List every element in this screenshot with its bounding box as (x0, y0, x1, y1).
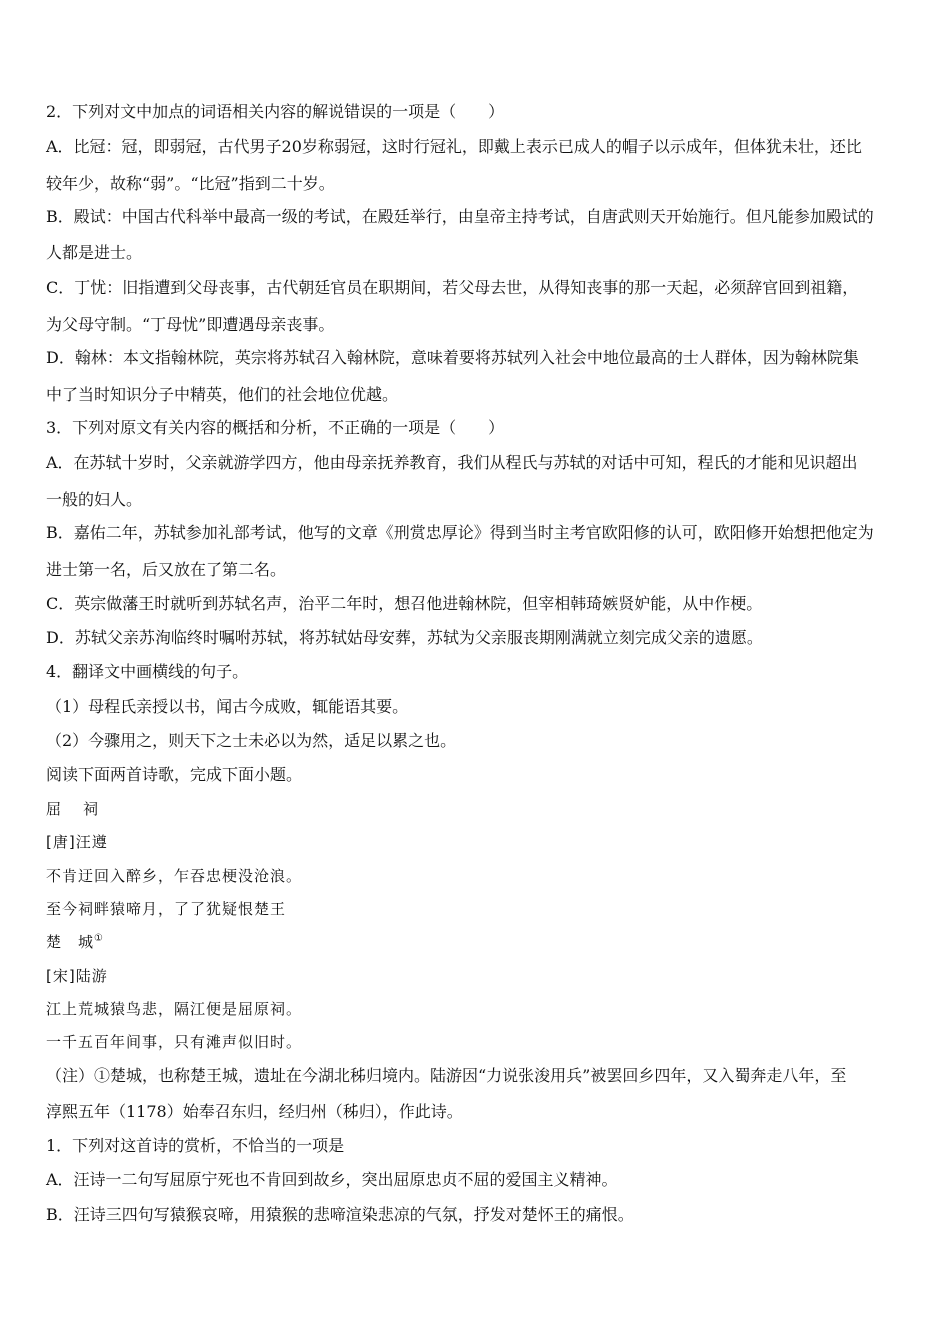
option-a-line-2: 一般的妇人。 (46, 490, 143, 509)
poem-2-title (46, 932, 104, 952)
option-a-line-1: A．在苏轼十岁时，父亲就游学四方，他由母亲抚养教育，我们从程氏与苏轼的对话中可知，程氏的才能和见识超出 (46, 453, 858, 472)
footnote-line-1: （注）①楚城，也称楚王城，遗址在今湖北秭归境内。陆游因“力说张浚用兵”被罢回乡四年，又入蜀奔走八年，至 (46, 1066, 847, 1085)
option-a-line-1: A．比冠：冠，即弱冠，古代男子20岁称弱冠，这时行冠礼，即戴上表示已成人的帽子以示成年，但体犹未壮，还比 (46, 137, 862, 156)
option-d-line-1: D．翰林：本文指翰林院，英宗将苏轼召入翰林院，意味着要将苏轼列入社会中地位最高的士人群体，因为翰林院集 (46, 348, 859, 367)
poem-2-verse-2: 一千五百年间事，只有滩声似旧时。 (46, 1033, 303, 1051)
poem-1-title: 屈祠 (46, 800, 121, 818)
translation-item-2: （2）今骤用之，则天下之士未必以为然，适足以累之也。 (46, 731, 457, 750)
footnote-line-2: 淳熙五年（1178）始奉召东归，经归州（秭归），作此诗。 (46, 1102, 463, 1121)
footnote-marker: ① (94, 933, 104, 944)
option-d: D．苏轼父亲苏洵临终时嘱咐苏轼，将苏轼姑母安葬，苏轼为父亲服丧期刚满就立刻完成父亲的遗愿。 (46, 628, 763, 647)
option-a-line-2: 较年少，故称“弱”。“比冠”指到二十岁。 (46, 174, 335, 193)
poem-2-title-text: 楚 城 (46, 933, 95, 951)
poem-2-verse-1: 江上荒城猿鸟悲，隔江便是屈原祠。 (46, 1000, 303, 1018)
question-1-stem: 1．下列对这首诗的赏析，不恰当的一项是 (46, 1136, 345, 1155)
option-c: C．英宗做藩王时就听到苏轼名声，治平二年时，想召他进翰林院，但宰相韩琦嫉贤妒能，从中作梗。 (46, 594, 763, 613)
question-2-stem: 2．下列对文中加点的词语相关内容的解说错误的一项是（ ） (46, 102, 505, 121)
option-b-line-1: B．殿试：中国古代科举中最高一级的考试，在殿廷举行，由皇帝主持考试，自唐武则天开始施行。但凡能参加殿试的 (46, 207, 874, 226)
poem-1-verse-2: 至今祠畔猿啼月，了了犹疑恨楚王 (46, 900, 287, 918)
option-b-line-1: B．嘉佑二年，苏轼参加礼部考试，他写的文章《刑赏忠厚论》得到当时主考官欧阳修的认可，欧阳修开始想把他定为 (46, 523, 874, 542)
option-a: A．汪诗一二句写屈原宁死也不肯回到故乡，突出屈原忠贞不屈的爱国主义精神。 (46, 1170, 618, 1189)
poem-2-author: [宋]陆游 (46, 967, 108, 985)
question-4-stem: 4．翻译文中画横线的句子。 (46, 662, 249, 681)
poem-1-author: [唐]汪遵 (46, 833, 108, 851)
option-b-line-2: 人都是进士。 (46, 243, 143, 262)
option-c-line-2: 为父母守制。“丁母忧”即遭遇母亲丧事。 (46, 315, 335, 334)
option-b-line-2: 进士第一名，后又放在了第二名。 (46, 560, 287, 579)
reading-instruction: 阅读下面两首诗歌，完成下面小题。 (46, 765, 303, 784)
question-3-stem: 3．下列对原文有关内容的概括和分析，不正确的一项是（ ） (46, 418, 505, 437)
option-b: B．汪诗三四句写猿猴哀啼，用猿猴的悲啼渲染悲凉的气氛，抒发对楚怀王的痛恨。 (46, 1205, 634, 1224)
translation-item-1: （1）母程氏亲授以书，闻古今成败，辄能语其要。 (46, 697, 409, 716)
option-c-line-1: C．丁忧：旧指遭到父母丧事，古代朝廷官员在职期间，若父母去世，从得知丧事的那一天起，必须辞官回到祖籍， (46, 278, 859, 297)
option-d-line-2: 中了当时知识分子中精英，他们的社会地位优越。 (46, 385, 399, 404)
poem-1-verse-1: 不肯迂回入醉乡，乍吞忠梗没沧浪。 (46, 867, 303, 885)
